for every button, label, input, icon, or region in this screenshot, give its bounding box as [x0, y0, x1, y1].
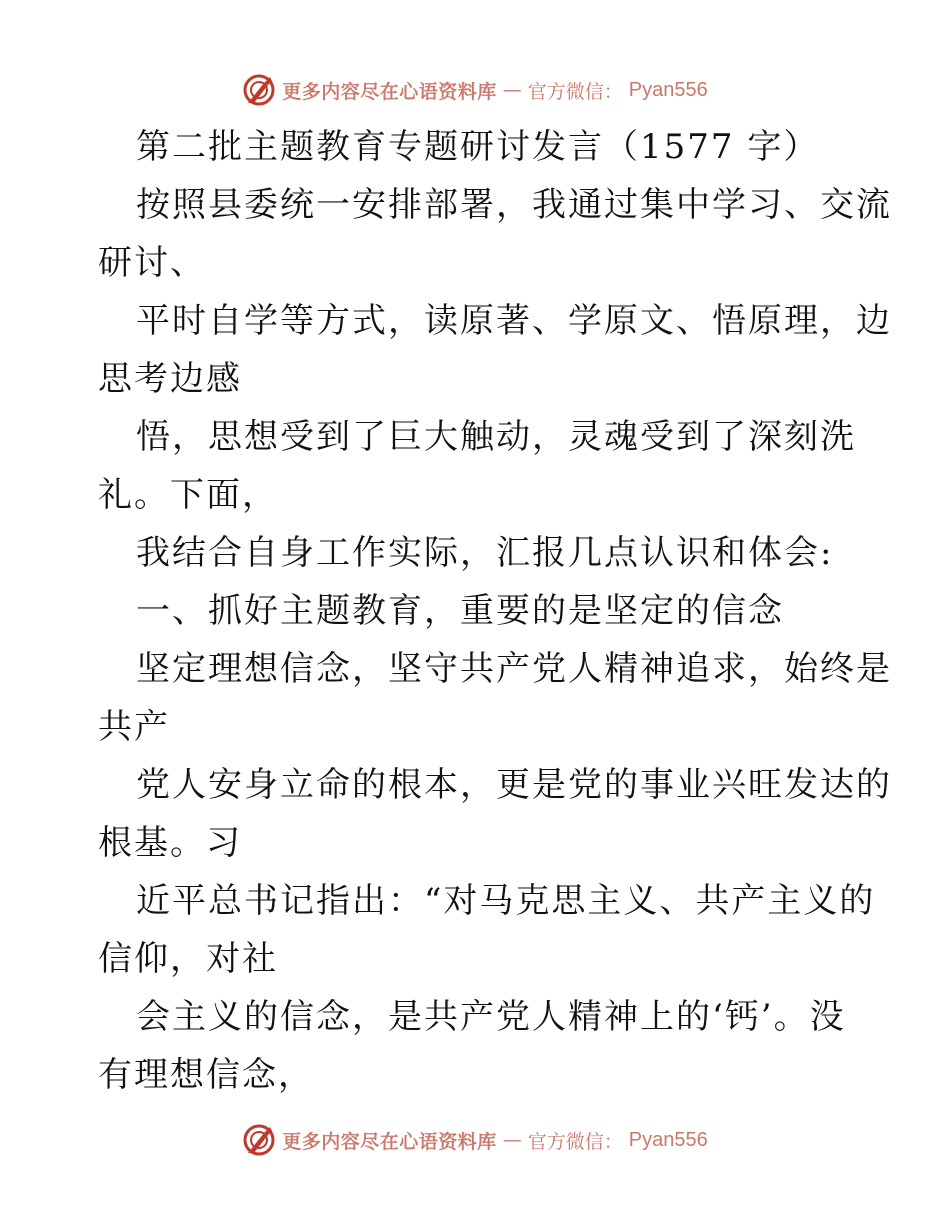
- footer-banner: [0, 1120, 950, 1160]
- paragraph-line: 礼。下面，: [98, 475, 278, 515]
- footer-wechat-id: Pyan556: [628, 1128, 708, 1151]
- header-banner-text: 更多内容尽在心语资料库: [282, 80, 497, 103]
- footer-banner-separator: —: [502, 1129, 522, 1151]
- pen-logo-icon: [242, 1123, 276, 1157]
- paragraph-line: 按照县委统一安排部署，我通过集中学习、交流: [136, 185, 892, 225]
- header-banner: [0, 70, 950, 110]
- header-wechat-id: Pyan556: [628, 78, 708, 101]
- header-banner-separator: —: [502, 79, 522, 101]
- footer-banner-text: 更多内容尽在心语资料库: [282, 1130, 497, 1153]
- paragraph-line: 根基。习: [98, 823, 242, 863]
- paragraph-line: 会主义的信念，是共产党人精神上的‘钙’。没: [136, 997, 846, 1037]
- paragraph-line: 平时自学等方式，读原著、学原文、悟原理，边: [136, 301, 892, 341]
- paragraph-line: 悟，思想受到了巨大触动，灵魂受到了深刻洗: [136, 417, 856, 457]
- paragraph-line: 近平总书记指出：“对马克思主义、共产主义的: [136, 881, 876, 921]
- paragraph-line: 信仰，对社: [98, 939, 278, 979]
- header-wechat-label: 官方微信：: [527, 80, 623, 103]
- pen-logo-icon: [242, 73, 276, 107]
- document-title: 第二批主题教育专题研讨发言（1577 字）: [136, 127, 820, 167]
- paragraph-line: 共产: [98, 707, 170, 747]
- paragraph-line: 研讨、: [98, 243, 206, 283]
- section-heading: 一、抓好主题教育，重要的是坚定的信念: [136, 591, 784, 631]
- paragraph-line: 坚定理想信念，坚守共产党人精神追求，始终是: [136, 649, 892, 689]
- paragraph-line: 思考边感: [98, 359, 242, 399]
- footer-wechat-label: 官方微信：: [527, 1130, 623, 1153]
- paragraph-line: 党人安身立命的根本，更是党的事业兴旺发达的: [136, 765, 892, 805]
- paragraph-line: 有理想信念，: [98, 1055, 314, 1095]
- paragraph-line: 我结合自身工作实际，汇报几点认识和体会:: [136, 533, 834, 573]
